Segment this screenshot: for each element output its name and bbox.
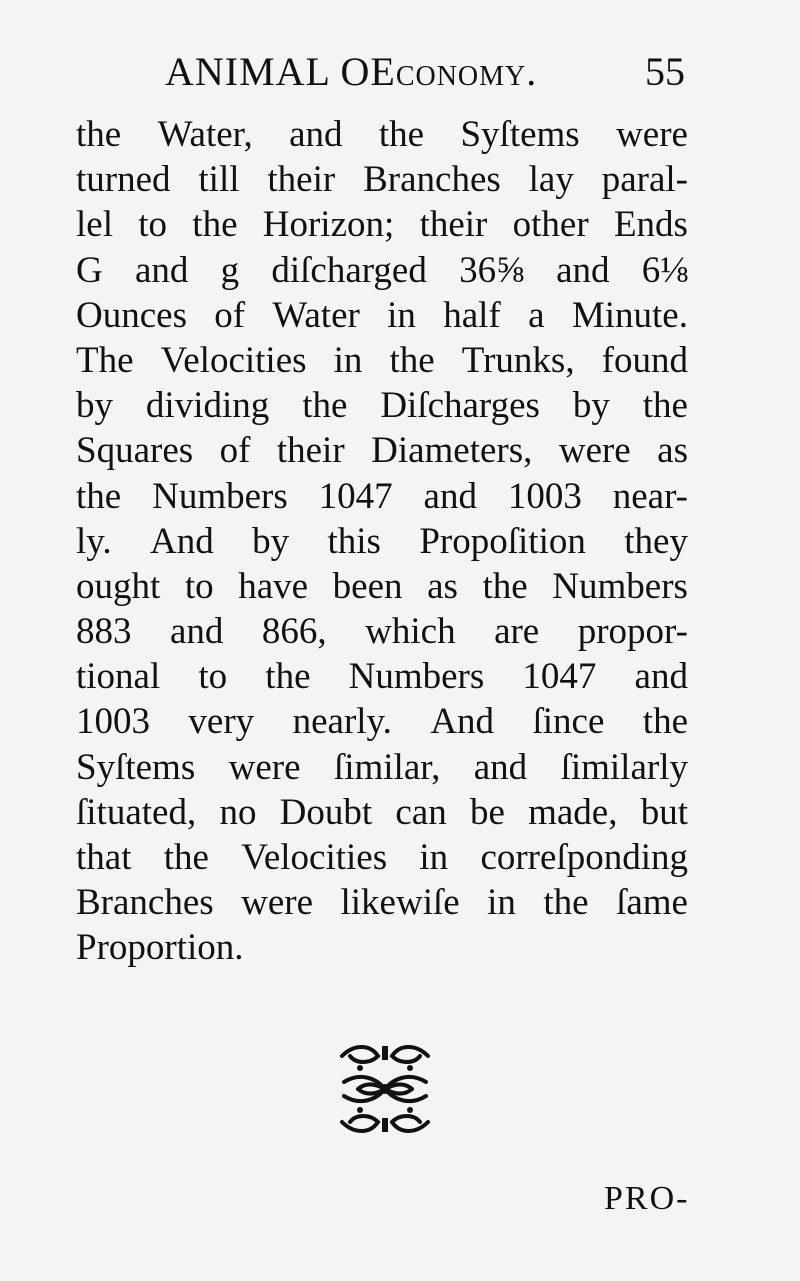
text-line: Syſtems were ſimilar, and ſimilarly	[76, 746, 688, 788]
text-line: 1003 very nearly. And ſince the	[76, 701, 688, 743]
text-line: lel to the Horizon; their other Ends	[76, 204, 688, 246]
text-line: ſituated, no Doubt can be made, but	[76, 791, 688, 833]
text-line: ought to have been as the Numbers	[76, 565, 688, 607]
text-line: Ounces of Water in half a Minute.	[76, 294, 688, 336]
running-head	[165, 48, 685, 98]
text-line: the Water, and the Syſtems were	[76, 114, 688, 155]
text-line: the Numbers 1047 and 1003 near-	[76, 475, 688, 517]
catchword: PRO-	[604, 1180, 690, 1217]
text-line: that the Velocities in correſponding	[76, 837, 688, 878]
text-line: 883 and 866, which are propor-	[76, 611, 688, 653]
text-line: The Velocities in the Trunks, found	[76, 339, 688, 381]
text-line: Squares of their Diameters, were as	[76, 430, 688, 472]
text-line: ly. And by this Propoſition they	[76, 520, 688, 562]
body-text	[76, 112, 688, 971]
text-line: by dividing the Diſcharges by the	[76, 385, 688, 427]
text-line: Proportion.	[76, 927, 244, 969]
text-line: Branches were likewiſe in the ſame	[76, 882, 688, 924]
text-line: tional to the Numbers 1047 and	[76, 656, 688, 698]
text-line: turned till their Branches lay paral-	[76, 159, 688, 201]
page-number: 55	[645, 49, 685, 94]
text-line: G and g diſcharged 36⅝ and 6⅛	[76, 249, 688, 291]
printers-ornament-icon	[336, 1042, 434, 1136]
running-title: ANIMAL OEconomy.	[165, 49, 538, 94]
